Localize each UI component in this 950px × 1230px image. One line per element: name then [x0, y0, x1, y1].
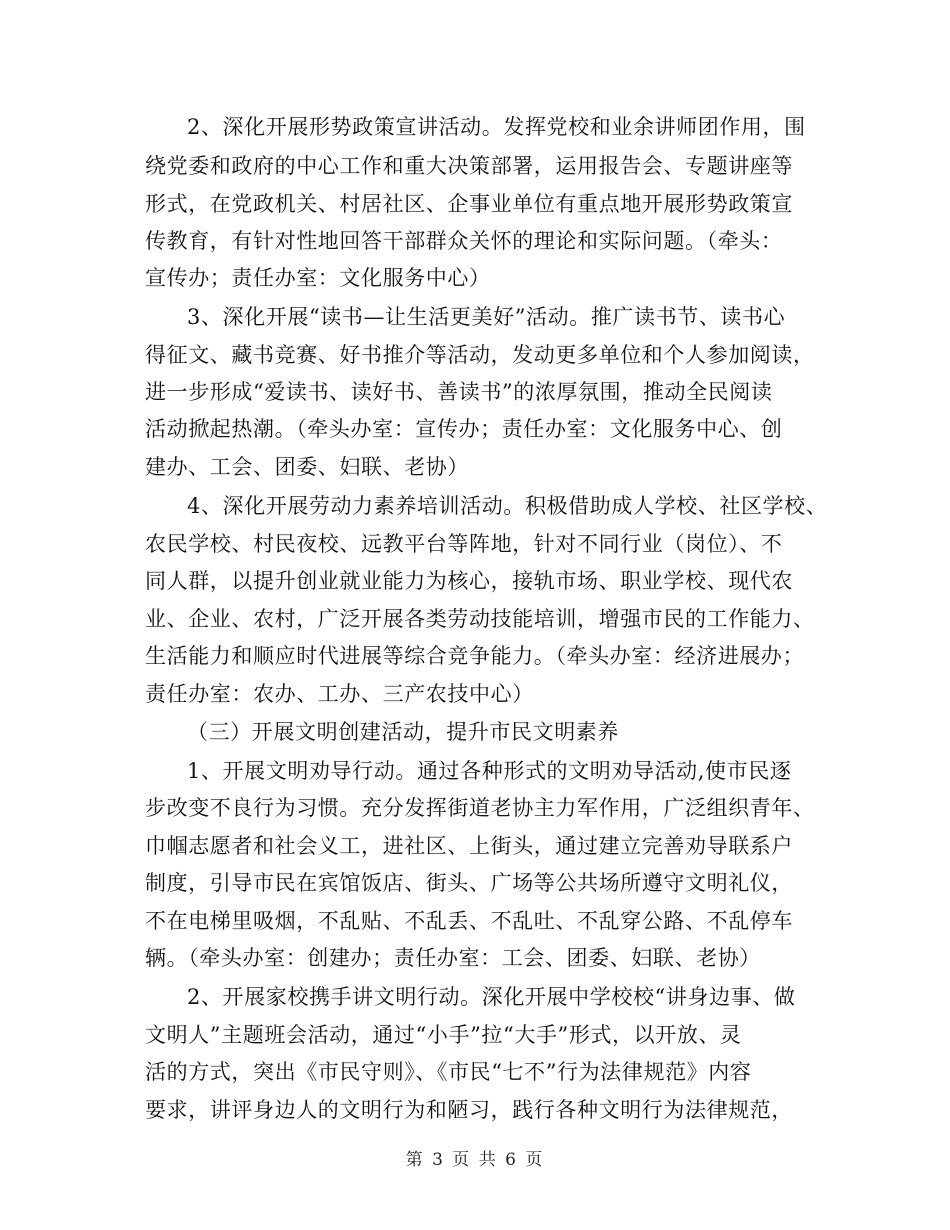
text-line: 宣传办；责任办室：文化服务中心） — [145, 266, 491, 290]
text-line: 得征文、藏书竞赛、好书推介等活动，发动更多单位和个人参加阅读， — [145, 343, 815, 367]
text-line: 业、企业、农村，广泛开展各类劳动技能培训，增强市民的工作能力、 — [145, 607, 815, 631]
text-line: 2、深化开展形势政策宣讲活动。发挥党校和业余讲师团作用，围 — [187, 115, 806, 139]
text-line: 2、开展家校携手讲文明行动。深化开展中学校校“讲身边事、做 — [187, 985, 796, 1009]
text-line: 活的方式，突出《市民守则》、《市民“七不”行为法律规范》内容 — [145, 1060, 752, 1084]
section-heading: （三）开展文明创建活动，提升市民文明素养 — [187, 720, 619, 744]
text-line: 同人群，以提升创业就业能力为核心，接轨市场、职业学校、现代农 — [145, 569, 793, 593]
text-line: 责任办室：农办、工办、三产农技中心） — [145, 682, 534, 706]
text-line: 生活能力和顺应时代进展等综合竞争能力。（牵头办室：经济进展办； — [145, 644, 805, 668]
text-line: 不在电梯里吸烟，不乱贴、不乱丢、不乱吐、不乱穿公路、不乱停车 — [145, 909, 793, 933]
text-line: 传教育，有针对性地回答干部群众关怀的理论和实际问题。（牵头： — [145, 229, 783, 253]
text-line: 3、深化开展“读书—让生活更美好”活动。推广读书节、读书心 — [187, 305, 786, 329]
text-line: 要求，讲评身边人的文明行为和陋习，践行各种文明行为法律规范， — [145, 1098, 793, 1122]
page-number-footer: 第 3 页 共 6 页 — [405, 1150, 545, 1170]
text-line: 建办、工会、团委、妇联、老协） — [145, 455, 469, 479]
text-line: 4、深化开展劳动力素养培训活动。积极借助成人学校、社区学校、 — [187, 494, 828, 518]
text-line: 绕党委和政府的中心工作和重大决策部署，运用报告会、专题讲座等 — [145, 154, 793, 178]
text-line: 活动掀起热潮。（牵头办室：宣传办；责任办室：文化服务中心、创 — [145, 417, 783, 441]
text-line: 制度，引导市民在宾馆饭店、街头、广场等公共场所遵守文明礼仪， — [145, 871, 793, 895]
text-line: 农民学校、村民夜校、远教平台等阵地，针对不同行业（岗位）、不 — [145, 532, 783, 556]
text-line: 辆。（牵头办室：创建办；责任办室：工会、团委、妇联、老协） — [145, 946, 761, 970]
text-line: 步改变不良行为习惯。充分发挥街道老协主力军作用，广泛组织青年、 — [145, 796, 815, 820]
text-line: 进一步形成“爱读书、读好书、善读书”的浓厚氛围，推动全民阅读 — [145, 380, 773, 404]
text-line: 形式，在党政机关、村居社区、企事业单位有重点地开展形势政策宣 — [145, 192, 793, 216]
text-line: 巾帼志愿者和社会义工，进社区、上街头，通过建立完善劝导联系户 — [145, 834, 793, 858]
text-line: 1、开展文明劝导行动。通过各种形式的文明劝导活动,使市民逐 — [187, 759, 792, 783]
text-line: 文明人”主题班会活动，通过“小手”拉“大手”形式，以开放、灵 — [145, 1023, 742, 1047]
